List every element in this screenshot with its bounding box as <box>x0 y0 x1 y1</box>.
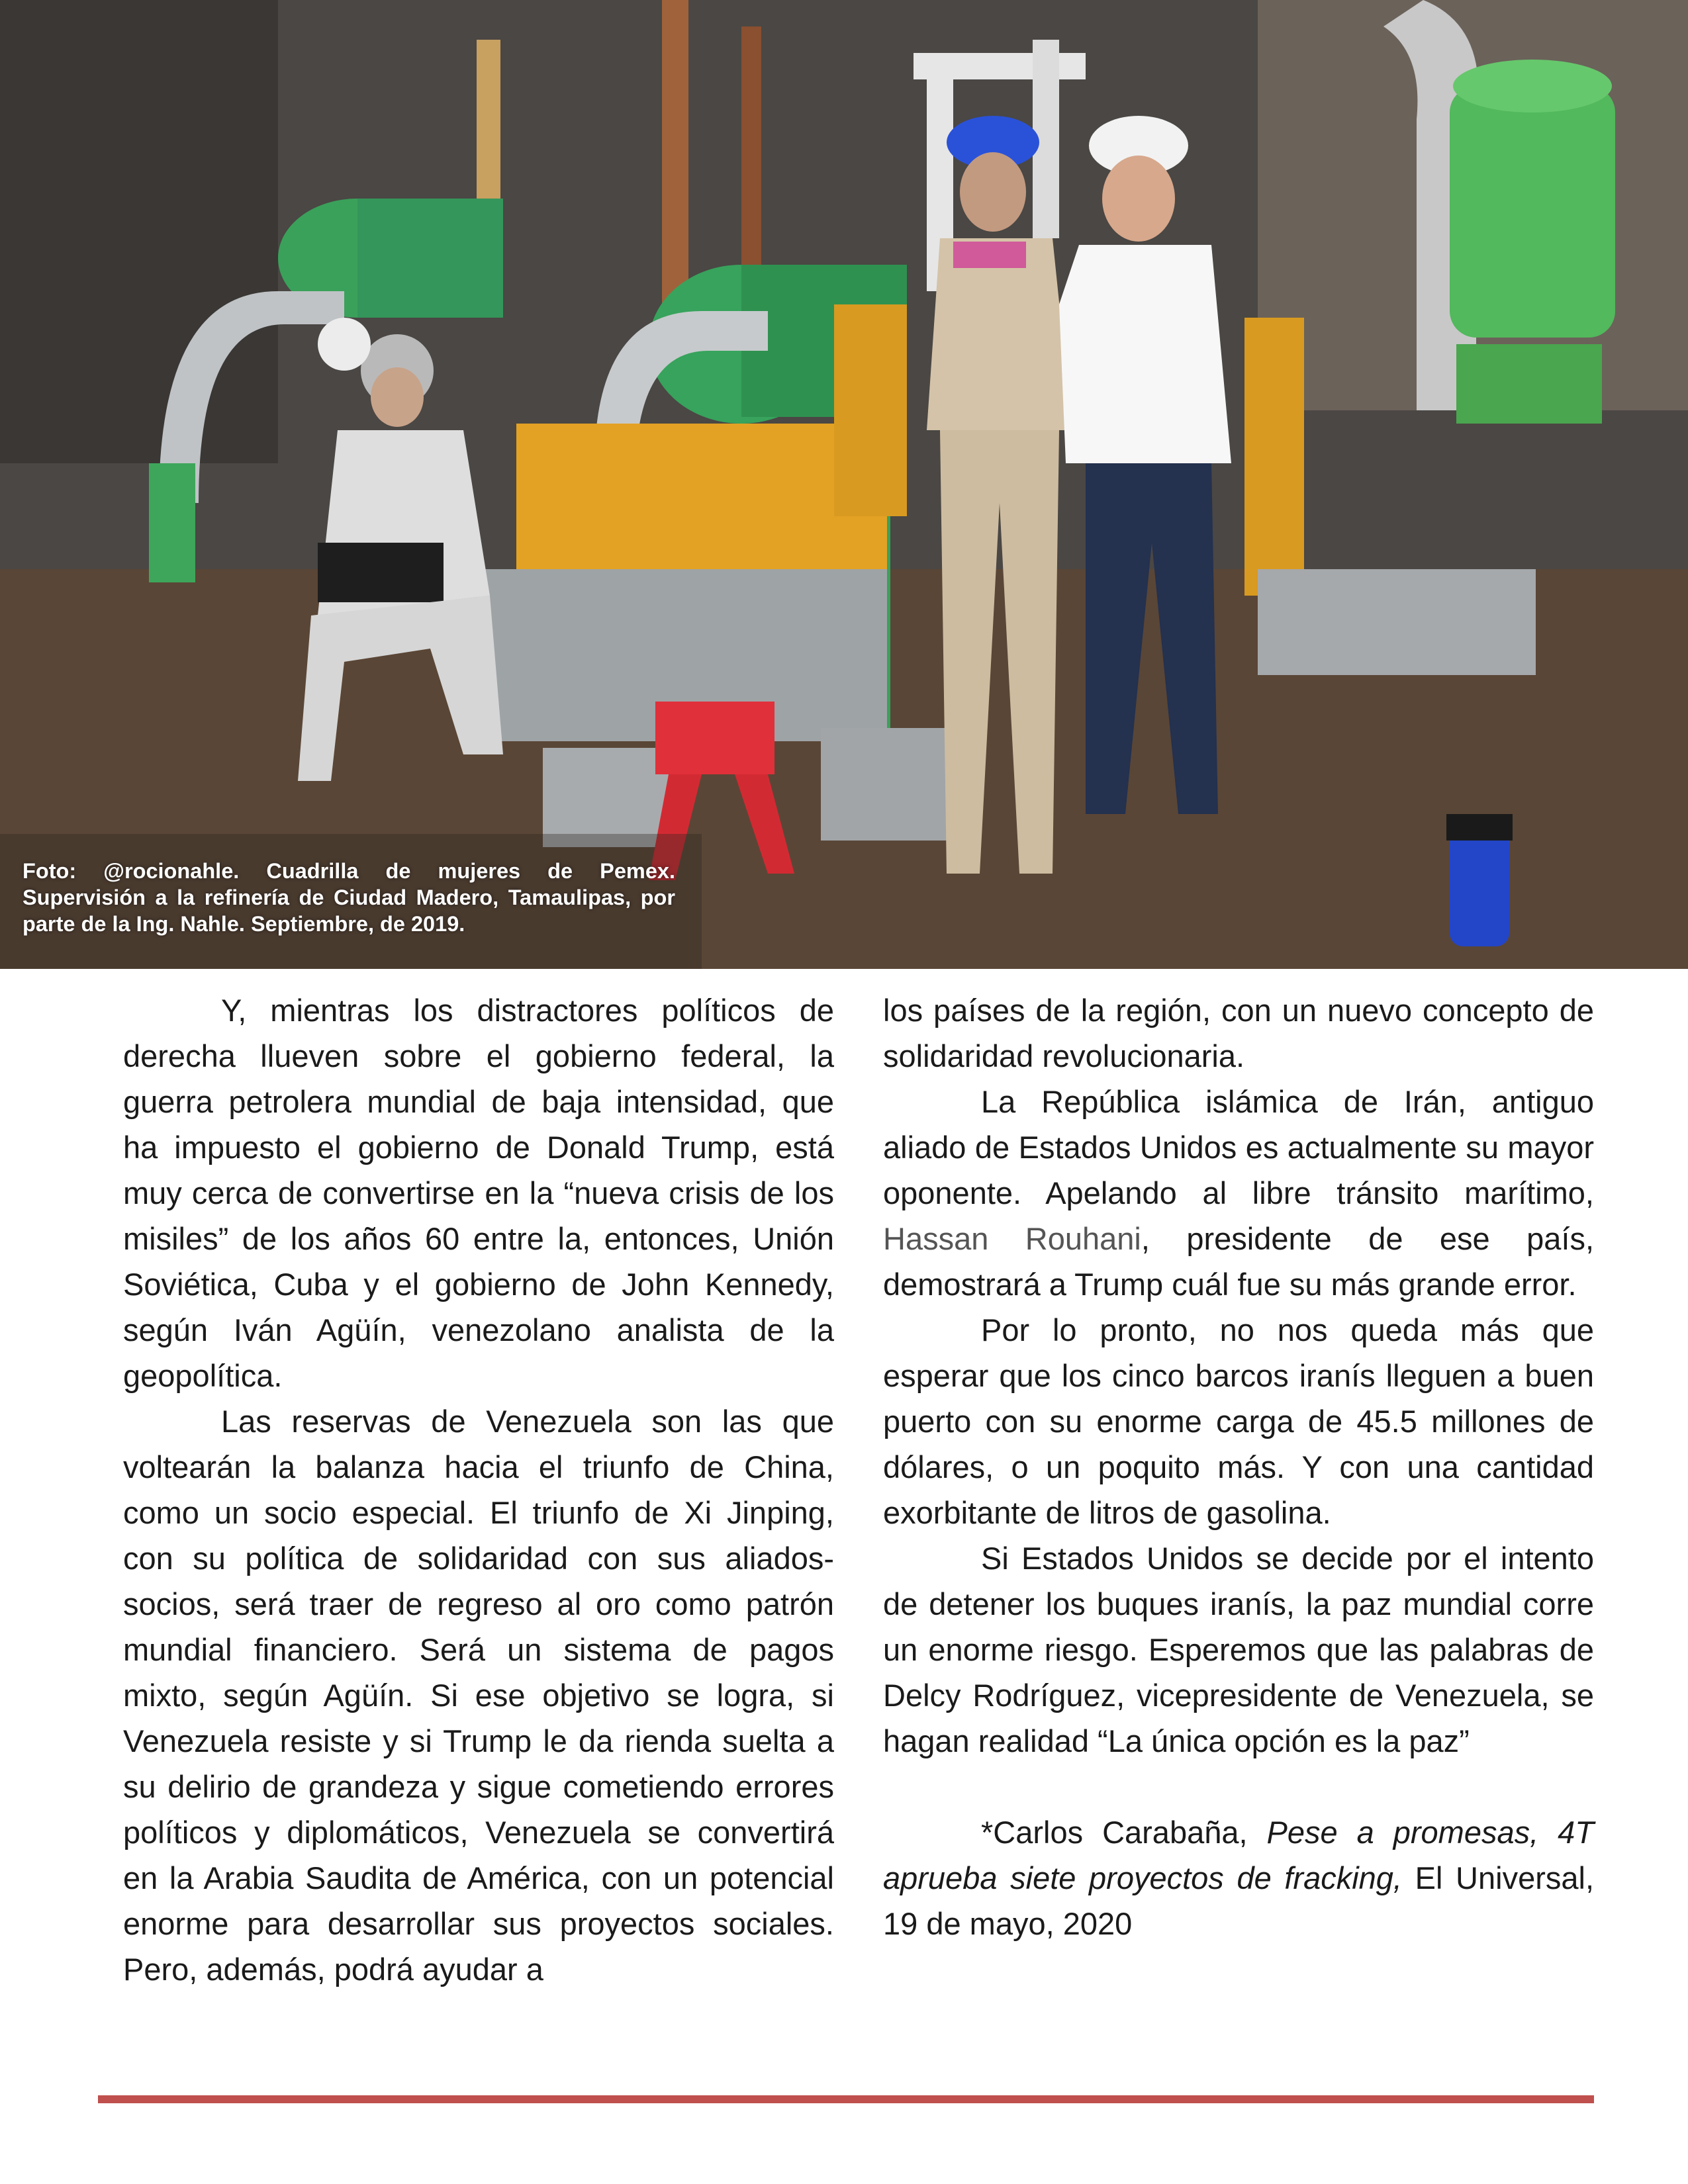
refinery-photo-icon <box>0 0 1688 969</box>
footer-rule <box>98 2095 1594 2103</box>
paragraph: Por lo pronto, no nos queda más que esperar que los cinco barcos iranís lleguen a buen puerto con su enorme carga de 45.5 millones de dólares, o un poquito más. Y con una cantidad exorbitante de litros de gasolina. <box>883 1312 1594 1530</box>
paragraph-text: La República islámica de Irán, antiguo aliado de Estados Unidos es actualmente su mayor oponente. Apelando al libre tránsito marítimo, <box>883 1084 1594 1210</box>
paragraph <box>883 1079 1594 1307</box>
spacer <box>883 1764 1594 1809</box>
paragraph: los países de la región, con un nuevo concepto de solidaridad revolucionaria. <box>883 993 1594 1073</box>
refinery-photo <box>0 0 1688 969</box>
photo-caption: Foto: @rocionahle. Cuadrilla de mujeres de Pemex. Supervisión a la refinería de Ciudad Madero, Tamaulipas, por parte de la Ing. Nahle. Septiembre, de 2019. <box>23 859 675 936</box>
paragraph: Las reservas de Venezuela son las que voltearán la balanza hacia el triunfo de China, como un socio especial. El triunfo de Xi Jinping, con su política de solidaridad con sus aliados-socios, será traer de regreso al oro como patrón mundial financiero. Será un sistema de pagos mixto, según Agüín. Si ese objetivo se logra, si Venezuela resiste y si Trump le da rienda suelta a su delirio de grandeza y sigue cometiendo errores políticos y diplomáticos, Venezuela se convertirá en la Arabia Saudita de América, con un potencial enorme para desarrollar sus proyectos sociales. Pero, además, podrá ayudar a <box>123 1404 834 1987</box>
reference <box>883 1809 1594 1946</box>
left-column <box>123 987 834 1992</box>
person-name: Hassan Rouhani <box>883 1221 1141 1256</box>
paragraph: Y, mientras los distractores políticos de derecha llueven sobre el gobierno federal, la guerra petrolera mundial de baja intensidad, que ha impuesto el gobierno de Donald Trump, está muy cerca de convertirse en la “nueva crisis de los misiles” de los años 60 entre la, entonces, Unión Soviética, Cuba y el gobierno de John Kennedy, según Iván Agüín, venezolano analista de la geopolítica. <box>123 993 834 1393</box>
right-column <box>883 987 1594 1946</box>
paragraph-text: , presidente de ese país, demostrará a Trump cuál fue su más grande error. <box>883 1221 1594 1302</box>
paragraph: Si Estados Unidos se decide por el intento de detener los buques iranís, la paz mundial corre un enorme riesgo. Esperemos que las palabras de Delcy Rodríguez, vicepresidente de Venezuela, se hagan realidad “La única opción es la paz” <box>883 1541 1594 1758</box>
reference-source: El Universal, 19 de mayo, 2020 <box>883 1860 1594 1941</box>
reference-author: *Carlos Carabaña, <box>981 1815 1267 1850</box>
reference-title: Pese a promesas, 4T aprueba siete proyectos de fracking, <box>883 1815 1594 1895</box>
